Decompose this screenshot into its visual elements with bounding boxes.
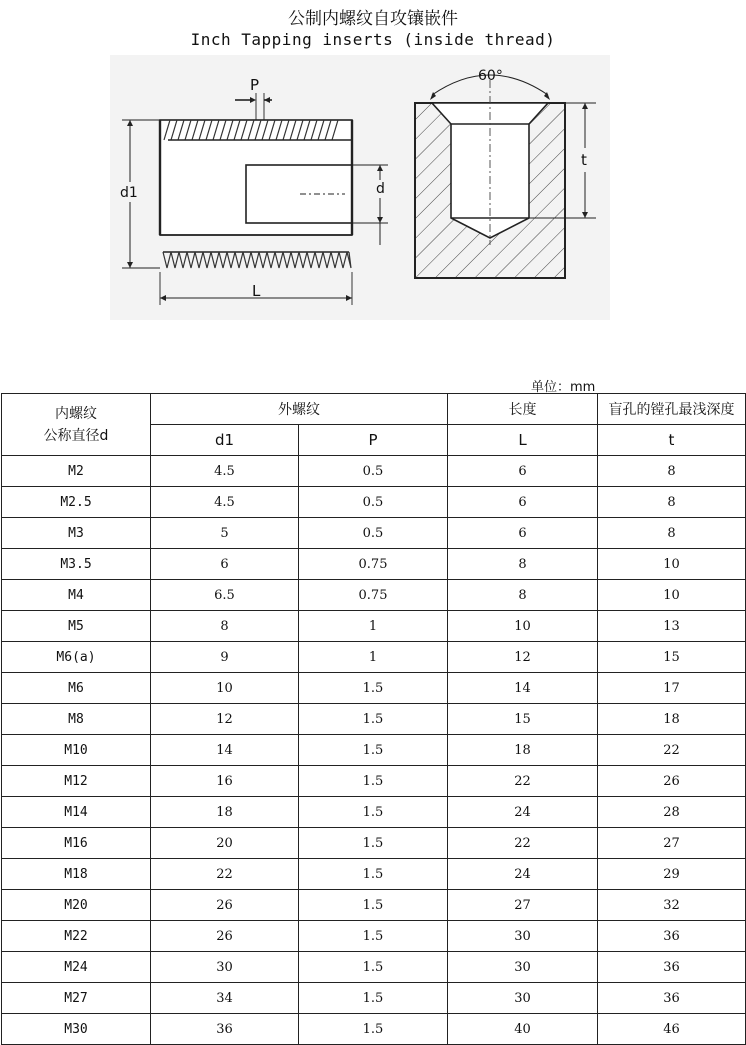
header-outer-thread: 外螺纹 <box>151 394 448 425</box>
cell-d1: 22 <box>151 859 299 890</box>
cell-d1: 8 <box>151 611 299 642</box>
cell-t: 10 <box>598 580 746 611</box>
header-length: 长度 <box>448 394 598 425</box>
cell-t: 36 <box>598 921 746 952</box>
cell-size: M22 <box>2 921 151 952</box>
cell-l: 40 <box>448 1014 598 1045</box>
cell-size: M30 <box>2 1014 151 1045</box>
cell-d1: 18 <box>151 797 299 828</box>
table-row <box>2 518 746 549</box>
cell-p: 1.5 <box>299 890 448 921</box>
header-l: L <box>448 425 598 456</box>
cell-t: 8 <box>598 487 746 518</box>
cell-size: M3.5 <box>2 549 151 580</box>
cell-d1: 4.5 <box>151 456 299 487</box>
cell-d1: 6.5 <box>151 580 299 611</box>
cell-t: 26 <box>598 766 746 797</box>
cell-p: 1.5 <box>299 952 448 983</box>
cell-size: M3 <box>2 518 151 549</box>
cell-t: 10 <box>598 549 746 580</box>
page-subtitle: Inch Tapping inserts (inside thread) <box>190 30 556 49</box>
cell-l: 27 <box>448 890 598 921</box>
cell-size: M6(a) <box>2 642 151 673</box>
cell-p: 1.5 <box>299 735 448 766</box>
spec-table <box>1 393 746 1045</box>
cell-t: 22 <box>598 735 746 766</box>
cell-l: 22 <box>448 828 598 859</box>
cell-p: 1.5 <box>299 797 448 828</box>
cell-d1: 14 <box>151 735 299 766</box>
cell-p: 1 <box>299 642 448 673</box>
cell-size: M2 <box>2 456 151 487</box>
cell-l: 18 <box>448 735 598 766</box>
cell-size: M16 <box>2 828 151 859</box>
cell-p: 1 <box>299 611 448 642</box>
cell-l: 15 <box>448 704 598 735</box>
cell-d1: 30 <box>151 952 299 983</box>
cell-l: 8 <box>448 580 598 611</box>
header-nominal-diameter-label: 公称直径d <box>43 427 109 444</box>
cell-d1: 12 <box>151 704 299 735</box>
header-t: t <box>598 425 746 456</box>
cell-p: 0.5 <box>299 518 448 549</box>
pitch-label: P <box>250 76 260 94</box>
table-row <box>2 921 746 952</box>
table-row <box>2 735 746 766</box>
cell-t: 36 <box>598 983 746 1014</box>
cell-p: 0.75 <box>299 580 448 611</box>
cell-t: 8 <box>598 456 746 487</box>
cell-size: M14 <box>2 797 151 828</box>
cell-l: 12 <box>448 642 598 673</box>
table-row <box>2 797 746 828</box>
table-row <box>2 580 746 611</box>
table-row <box>2 890 746 921</box>
table-row <box>2 766 746 797</box>
cell-p: 1.5 <box>299 766 448 797</box>
cell-size: M12 <box>2 766 151 797</box>
cell-l: 8 <box>448 549 598 580</box>
cell-t: 36 <box>598 952 746 983</box>
cell-p: 0.75 <box>299 549 448 580</box>
unit-note: 单位：mm <box>531 380 596 395</box>
cell-l: 14 <box>448 673 598 704</box>
table-row <box>2 859 746 890</box>
cell-p: 1.5 <box>299 828 448 859</box>
header-blind-hole: 盲孔的镗孔最浅深度 <box>598 394 746 425</box>
table-row <box>2 549 746 580</box>
depth-label: t <box>581 151 587 169</box>
cell-size: M4 <box>2 580 151 611</box>
cell-size: M5 <box>2 611 151 642</box>
cell-l: 6 <box>448 456 598 487</box>
cell-p: 1.5 <box>299 704 448 735</box>
cell-d1: 36 <box>151 1014 299 1045</box>
header-p: P <box>299 425 448 456</box>
length-label: L <box>252 282 261 300</box>
table-row <box>2 642 746 673</box>
cell-t: 8 <box>598 518 746 549</box>
cell-t: 29 <box>598 859 746 890</box>
cell-d1: 10 <box>151 673 299 704</box>
cell-d1: 9 <box>151 642 299 673</box>
cell-t: 27 <box>598 828 746 859</box>
technical-drawing <box>110 55 610 320</box>
cell-l: 30 <box>448 983 598 1014</box>
table-row <box>2 1014 746 1045</box>
table-row <box>2 487 746 518</box>
table-row <box>2 704 746 735</box>
table-header-row <box>2 394 746 425</box>
cell-d1: 26 <box>151 921 299 952</box>
cell-l: 24 <box>448 859 598 890</box>
header-inner-thread-label: 内螺纹 <box>55 405 97 422</box>
cell-d1: 20 <box>151 828 299 859</box>
table-row <box>2 983 746 1014</box>
cell-d1: 26 <box>151 890 299 921</box>
cell-size: M24 <box>2 952 151 983</box>
table-row <box>2 828 746 859</box>
header-inner-thread <box>2 394 151 456</box>
page-title: 公制内螺纹自攻镶嵌件 <box>288 9 458 29</box>
outer-diameter-label: d1 <box>120 185 138 201</box>
cell-size: M8 <box>2 704 151 735</box>
cell-p: 1.5 <box>299 859 448 890</box>
angle-label: 60° <box>478 68 503 84</box>
cell-l: 6 <box>448 518 598 549</box>
cell-size: M18 <box>2 859 151 890</box>
cell-size: M6 <box>2 673 151 704</box>
cell-size: M2.5 <box>2 487 151 518</box>
cell-size: M10 <box>2 735 151 766</box>
table-row <box>2 611 746 642</box>
cell-l: 24 <box>448 797 598 828</box>
cell-t: 32 <box>598 890 746 921</box>
header-d1: d1 <box>151 425 299 456</box>
cell-l: 30 <box>448 952 598 983</box>
cell-t: 28 <box>598 797 746 828</box>
cell-l: 30 <box>448 921 598 952</box>
cell-t: 46 <box>598 1014 746 1045</box>
inner-diameter-label: d <box>376 181 385 197</box>
cell-t: 17 <box>598 673 746 704</box>
cell-p: 0.5 <box>299 487 448 518</box>
cell-d1: 4.5 <box>151 487 299 518</box>
cell-l: 22 <box>448 766 598 797</box>
cell-p: 0.5 <box>299 456 448 487</box>
table-body <box>2 456 746 1045</box>
cell-size: M27 <box>2 983 151 1014</box>
cell-d1: 5 <box>151 518 299 549</box>
table-row <box>2 673 746 704</box>
cell-p: 1.5 <box>299 1014 448 1045</box>
cell-p: 1.5 <box>299 983 448 1014</box>
table-row <box>2 952 746 983</box>
table-row <box>2 456 746 487</box>
cell-l: 10 <box>448 611 598 642</box>
cell-d1: 6 <box>151 549 299 580</box>
cell-l: 6 <box>448 487 598 518</box>
cell-p: 1.5 <box>299 921 448 952</box>
cell-t: 18 <box>598 704 746 735</box>
cell-t: 13 <box>598 611 746 642</box>
cell-d1: 34 <box>151 983 299 1014</box>
cell-d1: 16 <box>151 766 299 797</box>
cell-size: M20 <box>2 890 151 921</box>
cell-t: 15 <box>598 642 746 673</box>
cell-p: 1.5 <box>299 673 448 704</box>
